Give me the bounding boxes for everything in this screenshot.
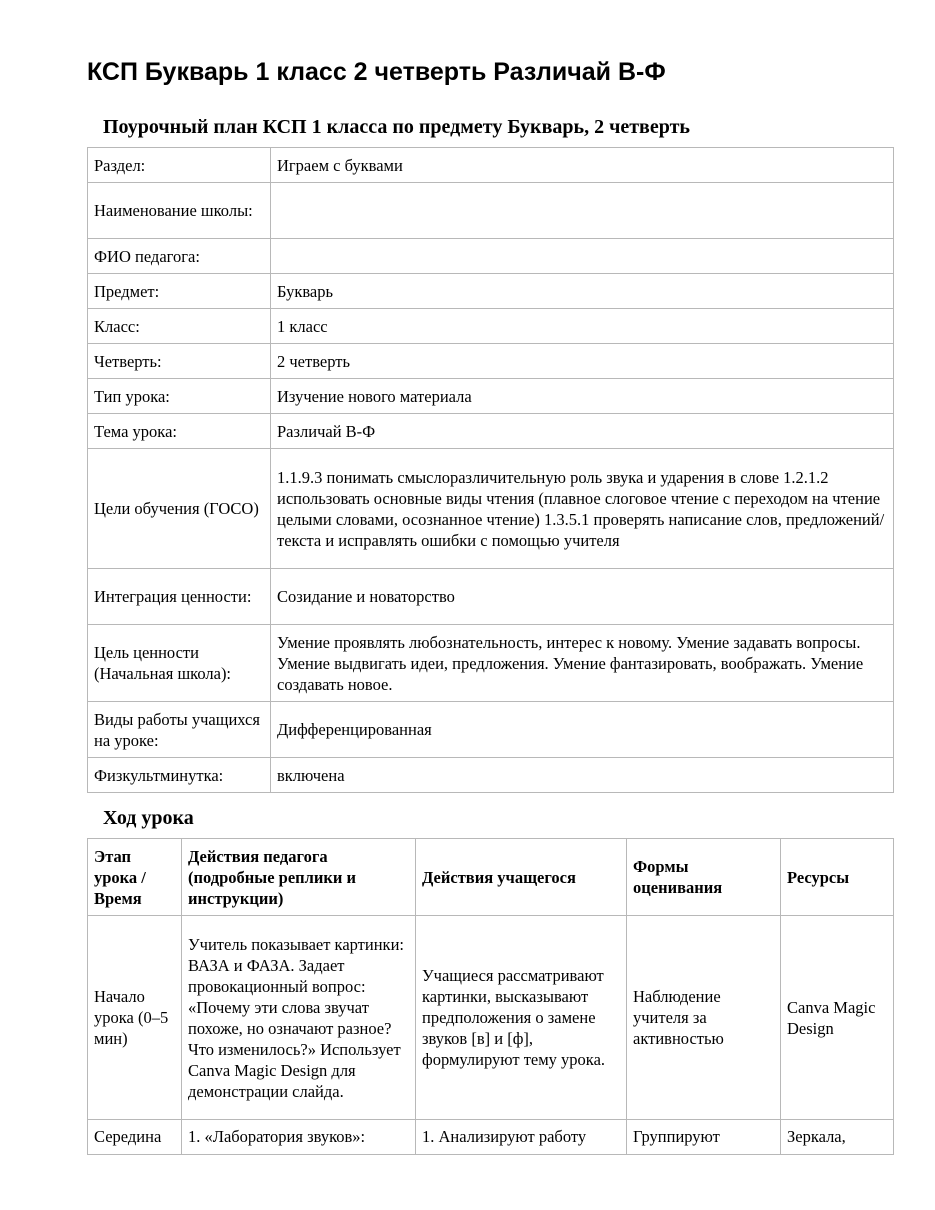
table-row: [88, 1120, 894, 1155]
table-row: [88, 916, 894, 1120]
column-header: Формы оценивания: [627, 839, 781, 916]
info-row: [88, 239, 894, 274]
info-row: [88, 344, 894, 379]
info-value: включена: [271, 758, 894, 793]
page-title: КСП Букварь 1 класс 2 четверть Различай В-Ф: [87, 58, 666, 86]
column-header: Действия учащегося: [416, 839, 627, 916]
table-cell: Начало урока (0–5 мин): [88, 916, 182, 1120]
table-cell: Учащиеся рассматривают картинки, высказывают предположения о замене звуков [в] и [ф], формулируют тему урока.: [416, 916, 627, 1120]
table-cell: 1. Анализируют работу: [416, 1120, 627, 1155]
info-row: [88, 449, 894, 569]
info-row: [88, 183, 894, 239]
info-value: Играем с буквами: [271, 148, 894, 183]
lesson-progress-table: [87, 838, 894, 1155]
lesson-progress-subtitle: Ход урока: [103, 807, 194, 829]
table-header-row: [88, 839, 894, 916]
info-value: [271, 239, 894, 274]
info-label: Интеграция ценности:: [88, 569, 271, 625]
info-label: Физкультминутка:: [88, 758, 271, 793]
info-label: Класс:: [88, 309, 271, 344]
info-value: Букварь: [271, 274, 894, 309]
column-header: Ресурсы: [781, 839, 894, 916]
info-row: [88, 569, 894, 625]
info-row: [88, 758, 894, 793]
info-label: ФИО педагога:: [88, 239, 271, 274]
info-row: [88, 379, 894, 414]
info-label: Раздел:: [88, 148, 271, 183]
column-header: Этап урока / Время: [88, 839, 182, 916]
info-row: [88, 148, 894, 183]
column-header: Действия педагога (подробные реплики и инструкции): [182, 839, 416, 916]
table-cell: Группируют: [627, 1120, 781, 1155]
info-row: [88, 414, 894, 449]
lesson-info-table: [87, 147, 894, 793]
info-label: Предмет:: [88, 274, 271, 309]
table-cell: Середина: [88, 1120, 182, 1155]
plan-subtitle: Поурочный план КСП 1 класса по предмету Букварь, 2 четверть: [103, 116, 690, 138]
info-row: [88, 625, 894, 702]
info-label: Тип урока:: [88, 379, 271, 414]
info-label: Цели обучения (ГОСО): [88, 449, 271, 569]
table-cell: 1. «Лаборатория звуков»:: [182, 1120, 416, 1155]
info-row: [88, 274, 894, 309]
table-cell: Зеркала,: [781, 1120, 894, 1155]
info-value: Умение проявлять любознательность, интерес к новому. Умение задавать вопросы. Умение выдвигать идеи, предложения. Умение фантазировать, воображать. Умение создавать новое.: [271, 625, 894, 702]
table-cell: Canva Magic Design: [781, 916, 894, 1120]
table-cell: Наблюдение учителя за активностью: [627, 916, 781, 1120]
info-value: 2 четверть: [271, 344, 894, 379]
info-label: Цель ценности (Начальная школа):: [88, 625, 271, 702]
info-label: Четверть:: [88, 344, 271, 379]
info-row: [88, 309, 894, 344]
info-label: Тема урока:: [88, 414, 271, 449]
info-label: Наименование школы:: [88, 183, 271, 239]
info-value: 1.1.9.3 понимать смыслоразличительную роль звука и ударения в слове 1.2.1.2 использовать основные виды чтения (плавное слоговое чтение с переходом на чтение целыми словами, осознанное чтение) 1.3.5.1 проверять написание слов, предложений/ текста и исправлять ошибки с помощью учителя: [271, 449, 894, 569]
table-cell: Учитель показывает картинки: ВАЗА и ФАЗА. Задает провокационный вопрос: «Почему эти слова звучат похоже, но означают разное? Что изменилось?» Использует Canva Magic Design для демонстрации слайда.: [182, 916, 416, 1120]
info-value: [271, 183, 894, 239]
info-value: 1 класс: [271, 309, 894, 344]
info-row: [88, 702, 894, 758]
info-value: Различай В-Ф: [271, 414, 894, 449]
info-label: Виды работы учащихся на уроке:: [88, 702, 271, 758]
info-value: Созидание и новаторство: [271, 569, 894, 625]
info-value: Изучение нового материала: [271, 379, 894, 414]
info-value: Дифференцированная: [271, 702, 894, 758]
